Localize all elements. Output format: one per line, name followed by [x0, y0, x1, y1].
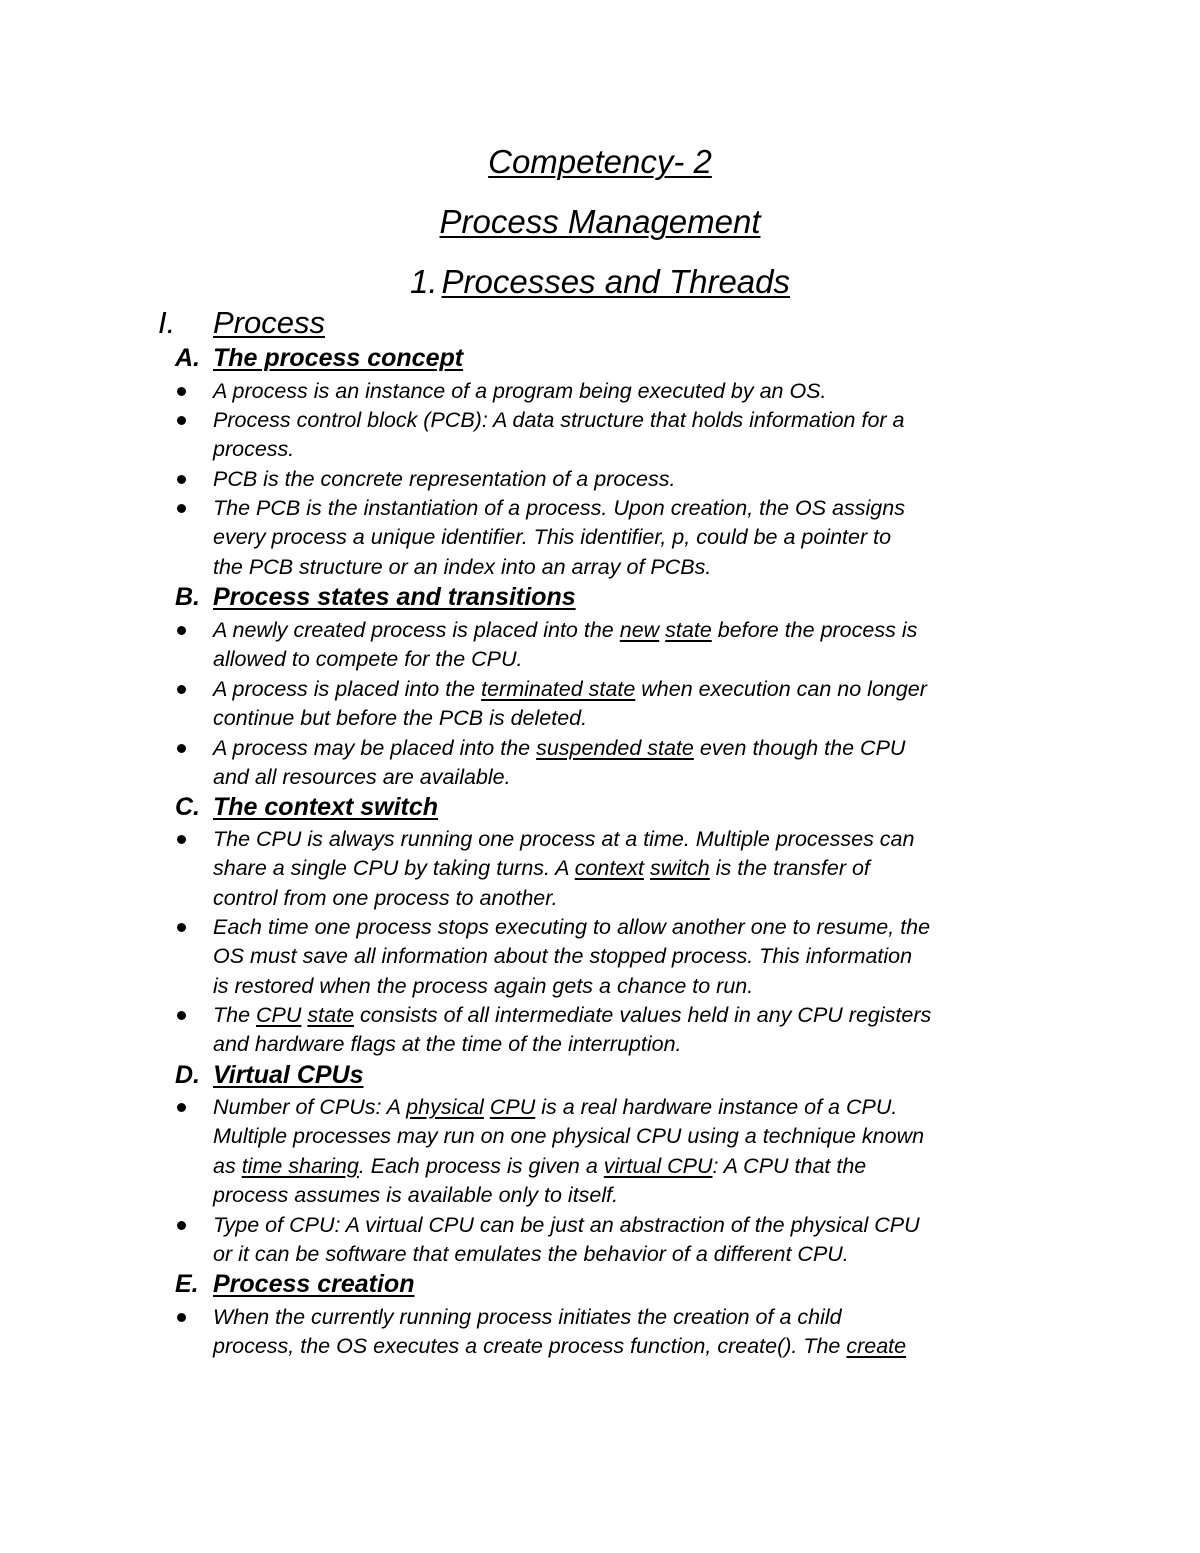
bullet-icon: [177, 744, 186, 753]
list-item: Type of CPU: A virtual CPU can be just an abstraction of the physical CPU or it can be software that emulates the behavior of a different CPU.: [175, 1211, 1055, 1270]
list-item: The PCB is the instantiation of a process. Upon creation, the OS assigns every process a unique identifier. This identifier, p, could be a pointer to the PCB structure or an index into an array of PCBs.: [175, 494, 1055, 582]
subject-heading: Process Management: [439, 203, 761, 240]
bullet-icon: [177, 1221, 186, 1230]
bullet-icon: [177, 1313, 186, 1322]
list-item: A process is placed into the terminated state when execution can no longer continue but before the PCB is deleted.: [175, 675, 1055, 734]
term-create: create: [846, 1334, 907, 1359]
chapter-title: Processes and Threads: [441, 263, 791, 300]
term-state: state: [665, 618, 712, 642]
term-time-sharing: time sharing: [241, 1153, 359, 1178]
bullet-icon: [177, 475, 186, 484]
list-item: PCB is the concrete representation of a process.: [175, 465, 1055, 494]
term-cpu: CPU: [489, 1095, 536, 1119]
term-physical: physical: [406, 1095, 484, 1119]
competency-heading: Competency- 2: [488, 143, 712, 180]
list-item: Each time one process stops executing to allow another one to resume, the OS must save all information about the stopped process. This information is restored when the process again gets a chance to run.: [175, 913, 1055, 1001]
section-heading-e: E. Process creation: [175, 1270, 415, 1298]
bullet-icon: [177, 923, 186, 932]
bullet-icon: [177, 835, 186, 844]
part-title: Process: [213, 305, 325, 340]
chapter-heading: [0, 262, 1200, 302]
list-item: Number of CPUs: A physical CPU is a real hardware instance of a CPU. Multiple processes may run on one physical CPU using a technique known as time sharing. Each process is given a virtual CPU: A CPU that the process assumes is available only to itself.: [175, 1093, 1055, 1210]
term-cpu: CPU: [256, 1003, 302, 1027]
list-item: The CPU is always running one process at a time. Multiple processes can share a single CPU by taking turns. A context switch is the transfer of control from one process to another.: [175, 825, 1055, 913]
bullet-icon: [177, 685, 186, 694]
list-item: A process may be placed into the suspended state even though the CPU and all resources are available.: [175, 734, 1055, 793]
list-item: A newly created process is placed into the new state before the process is allowed to compete for the CPU.: [175, 616, 1055, 675]
bullet-icon: [177, 1103, 186, 1112]
term-new: new: [619, 618, 660, 642]
term-context: context: [574, 856, 645, 881]
section-heading-a: A. The process concept: [175, 344, 464, 372]
part-heading: [158, 304, 325, 342]
list-item: A process is an instance of a program being executed by an OS.: [175, 377, 1055, 406]
part-numeral: I.: [158, 305, 176, 340]
term-switch: switch: [650, 856, 710, 881]
bullet-icon: [177, 1011, 186, 1020]
bullet-icon: [177, 387, 186, 396]
term-terminated-state: terminated state: [481, 677, 636, 701]
chapter-number: 1.: [409, 263, 438, 300]
term-virtual-cpu: virtual CPU: [603, 1153, 713, 1178]
section-heading-b: B. Process states and transitions: [175, 583, 576, 611]
bullet-icon: [177, 626, 186, 635]
section-heading-d: D. Virtual CPUs: [175, 1061, 364, 1089]
term-state: state: [307, 1003, 355, 1027]
list-item: When the currently running process initiates the creation of a child process, the OS executes a create process function, create(). The create: [175, 1303, 1055, 1362]
bullet-icon: [177, 504, 186, 513]
section-heading-c: C. The context switch: [175, 793, 439, 821]
bullet-icon: [177, 416, 186, 425]
term-suspended-state: suspended state: [536, 736, 694, 760]
list-item: The CPU state consists of all intermediate values held in any CPU registers and hardware flags at the time of the interruption.: [175, 1001, 1055, 1060]
list-item: Process control block (PCB): A data structure that holds information for a process.: [175, 406, 1055, 465]
